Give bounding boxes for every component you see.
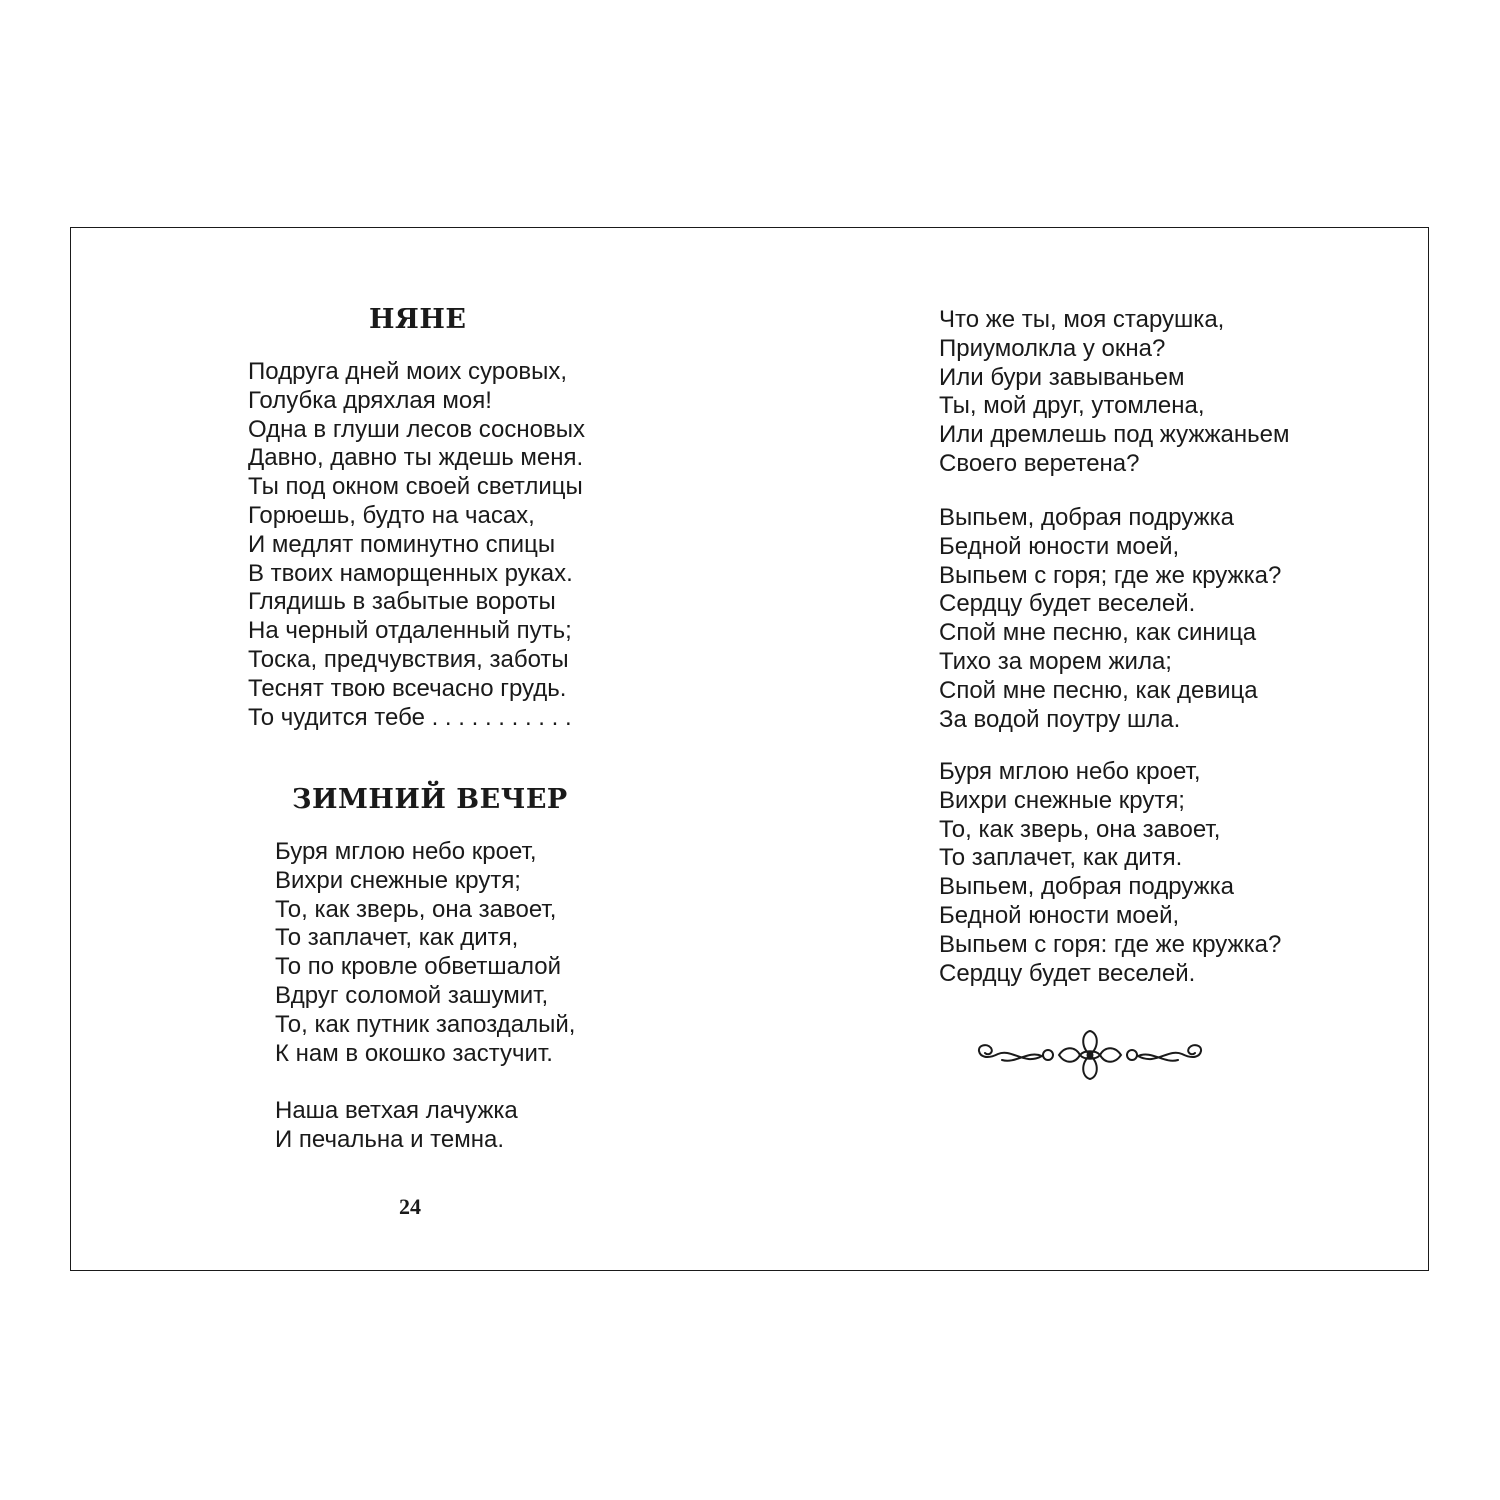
poem-line: Тихо за морем жила; bbox=[939, 647, 1172, 675]
poem-line: Наша ветхая лачужка bbox=[275, 1097, 518, 1124]
poem-line: Теснят твою всечасно грудь. bbox=[248, 674, 567, 702]
poem-line: Выпьем с горя; где же кружка? bbox=[939, 561, 1282, 589]
poem-title-zimniy-vecher: ЗИМНИЙ ВЕЧЕР bbox=[292, 784, 568, 815]
poem-line: Давно, давно ты ждешь меня. bbox=[248, 444, 584, 472]
poem-line: То заплачет, как дитя. bbox=[939, 844, 1183, 872]
poem-line: Буря мглою небо кроет, bbox=[939, 758, 1201, 785]
poem-line: Или бури завываньем bbox=[939, 363, 1185, 391]
poem-line: То заплачет, как дитя, bbox=[275, 924, 519, 952]
poem-line: Что же ты, моя старушка, bbox=[939, 306, 1225, 333]
poem-line: Или дремлешь под жужжаньем bbox=[939, 421, 1290, 449]
poem-line: На черный отдаленный путь; bbox=[248, 617, 572, 645]
poem-line: К нам в окошко застучит. bbox=[275, 1039, 553, 1067]
poem-line: Голубка дряхлая моя! bbox=[248, 386, 492, 414]
poem-line: Сердцу будет веселей. bbox=[939, 959, 1196, 987]
poem-line: Тоска, предчувствия, заботы bbox=[248, 645, 569, 673]
poem-line: Ты, мой друг, утомлена, bbox=[939, 392, 1205, 420]
poem-line: Одна в глуши лесов сосновых bbox=[248, 415, 585, 443]
poem-line: Бедной юности моей, bbox=[939, 901, 1180, 929]
poem-line: То по кровле обветшалой bbox=[275, 953, 561, 981]
poem-line: И печальна и темна. bbox=[275, 1125, 505, 1153]
poem-line: Подруга дней моих суровых, bbox=[248, 358, 568, 385]
poem-line: Своего веретена? bbox=[939, 449, 1140, 477]
right-stanza-3 bbox=[939, 758, 1281, 988]
poem-nyane-lines bbox=[248, 358, 585, 732]
poem-line: Выпьем с горя: где же кружка? bbox=[939, 930, 1282, 958]
flourish-divider-icon bbox=[972, 1026, 1208, 1084]
poem-line: Спой мне песню, как девица bbox=[939, 676, 1258, 704]
poem-zimniy-vecher-stanza-1 bbox=[275, 838, 575, 1068]
poem-line: То, как зверь, она завоет, bbox=[275, 895, 557, 923]
poem-zimniy-vecher-stanza-2 bbox=[275, 1097, 518, 1155]
poem-line: Вдруг соломой зашумит, bbox=[275, 981, 549, 1009]
poem-line: Спой мне песню, как синица bbox=[939, 619, 1257, 647]
poem-line: Выпьем, добрая подружка bbox=[939, 504, 1234, 531]
right-stanza-2 bbox=[939, 504, 1281, 734]
poem-line: То, как зверь, она завоет, bbox=[939, 815, 1221, 843]
poem-line: То, как путник запоздалый, bbox=[275, 1010, 576, 1038]
poem-line: Приумолкла у окна? bbox=[939, 334, 1166, 362]
poem-line: Вихри снежные крутя; bbox=[275, 866, 521, 894]
poem-line: То чудится тебе . . . . . . . . . . . bbox=[248, 703, 572, 731]
page-number: 24 bbox=[399, 1194, 421, 1219]
poem-line: Вихри снежные крутя; bbox=[939, 786, 1185, 814]
poem-line: Бедной юности моей, bbox=[939, 532, 1180, 560]
right-stanza-1 bbox=[939, 306, 1289, 479]
poem-title-nyane: НЯНЕ bbox=[369, 304, 467, 335]
poem-line: Глядишь в забытые вороты bbox=[248, 588, 556, 616]
poem-line: Выпьем, добрая подружка bbox=[939, 873, 1234, 901]
poem-line: За водой поутру шла. bbox=[939, 705, 1181, 733]
poem-line: Ты под окном своей светлицы bbox=[248, 473, 583, 501]
poem-line: И медлят поминутно спицы bbox=[248, 530, 556, 558]
poem-line: Горюешь, будто на часах, bbox=[248, 501, 535, 529]
poem-line: Сердцу будет веселей. bbox=[939, 590, 1196, 618]
poem-line: Буря мглою небо кроет, bbox=[275, 838, 537, 865]
poem-line: В твоих наморщенных руках. bbox=[248, 559, 573, 587]
